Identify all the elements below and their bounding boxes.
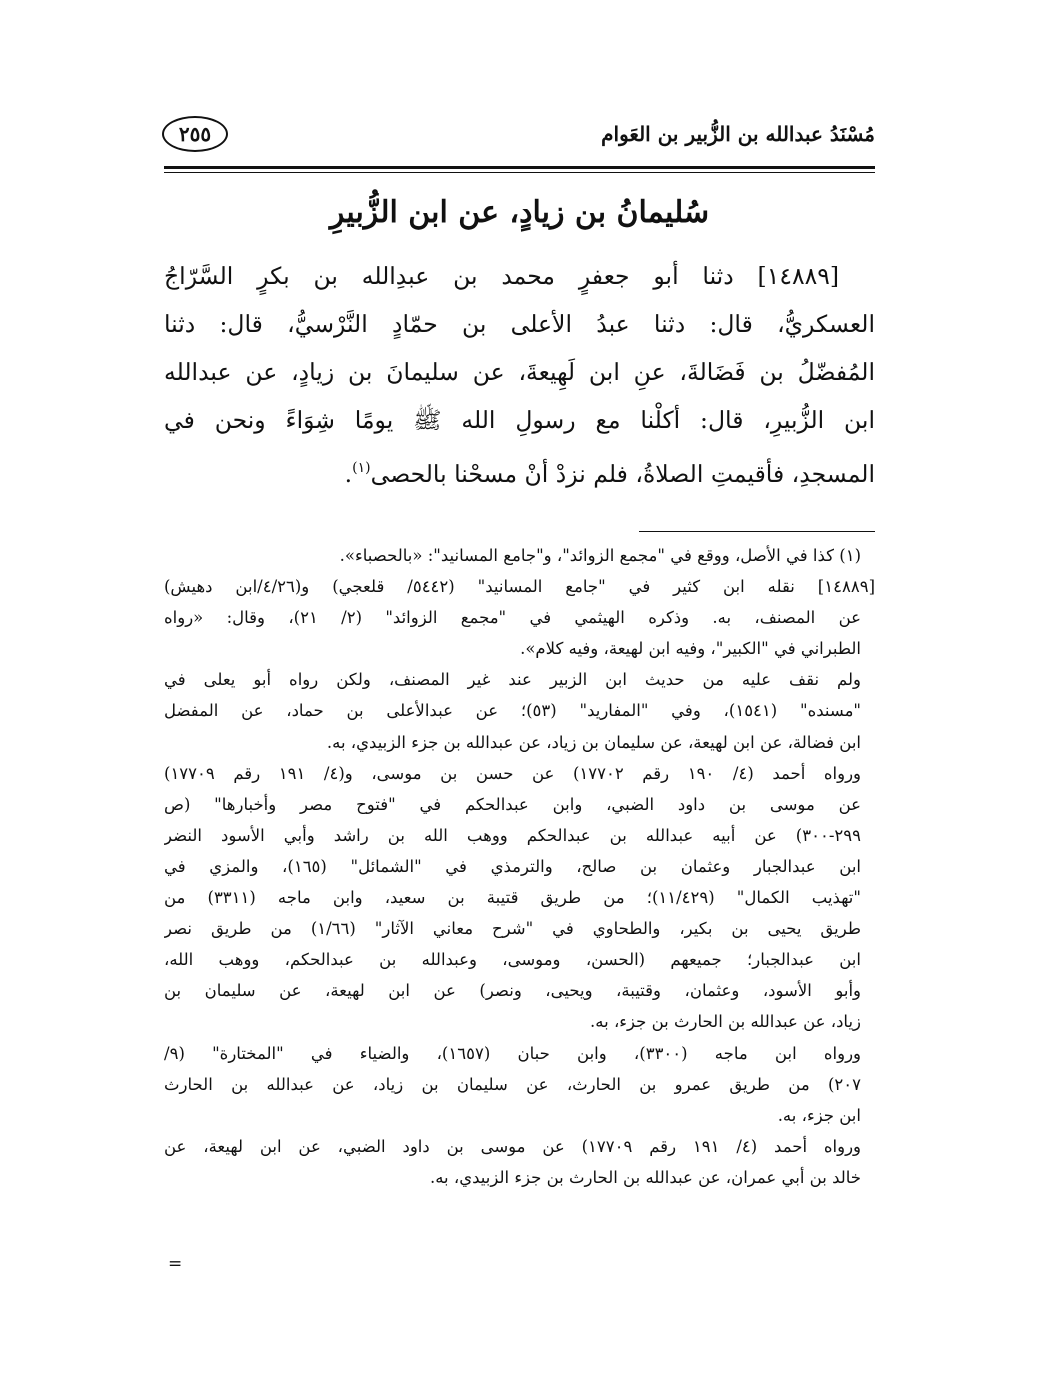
footnote-line: ورواه أحمد (٤/ ١٩٠ رقم ١٧٧٠٢) عن حسن بن موسى، و(٤/ ١٩١ رقم ١٧٧٠٩): [164, 763, 862, 783]
hadith-end-punct: .: [344, 460, 353, 488]
hadith-line: العسكريُّ، قال: دثنا عبدُ الأعلى بن حمّادٍ النَّرْسيُّ، قال: دثنا: [164, 310, 875, 338]
footnote-line: خالد بن أبي عمران، عن عبدالله بن الحارث بن جزء الزبيدي، به.: [429, 1167, 861, 1187]
footnote-marker[interactable]: (١): [352, 460, 371, 476]
footnote-line: ٢٩٩-٣٠٠) عن أبيه عبدالله بن عبدالحكم ووهب الله بن راشد وأبي الأسود النضر: [164, 825, 861, 845]
footnote-line: ورواه ابن ماجه (٣٣٠٠)، وابن حبان (١٦٥٧)، والضياء في "المختارة" (٩/: [164, 1043, 862, 1063]
footnote-line: [١٤٨٨٩] نقله ابن كثير في "جامع المسانيد" (٥٤٤٢/ قلعجي) و(٤/٢٦/ابن دهيش): [164, 577, 875, 597]
hadith-line: [١٤٨٨٩] دثنا أبو جعفرٍ محمد بن عبدِالله بن بكرٍ السَّرّاجُ: [164, 262, 839, 290]
hadith-text: [164, 252, 875, 498]
footnote-line: وأبو الأسود، وعثمان، وقتيبة، ويحيى، ونصر) عن ابن لهيعة، عن سليمان بن: [164, 981, 861, 1001]
header-rule-thin: [164, 172, 875, 173]
header-rule-thick: [164, 166, 875, 169]
section-title: سُليمانُ بن زيادٍ، عن ابن الزُّبيرِ: [329, 195, 710, 230]
footnote-line: زياد، عن عبدالله بن الحارث بن جزء، به.: [590, 1012, 861, 1032]
footnote-line: طريق يحيى بن بكير، والطحاوي في "شرح معاني الآثار" (١/٦٦) من طريق نصر: [164, 919, 861, 939]
footnote-line: ٢٠٧) من طريق عمرو بن الحارث، عن سليمان بن زياد، عن عبدالله بن الحارث: [164, 1074, 861, 1094]
footnote-line: ورواه أحمد (٤/ ١٩١ رقم ١٧٧٠٩) عن موسى بن داود الضبي، عن ابن لهيعة، عن: [164, 1136, 862, 1156]
footnote-line: ابن جزء، به.: [777, 1105, 861, 1125]
hadith-line-final: [164, 444, 875, 498]
hadith-line: المسجدِ، فأقيمتِ الصلاةُ، فلم نزدْ أنْ مسحْنا بالحصى: [370, 460, 875, 488]
footnote-line: ابن عبدالجبار؛ جميعهم (الحسن، وموسى، وعبدالله بن عبدالحكم، ووهب الله،: [164, 950, 861, 970]
page-header: [162, 112, 875, 164]
page-number-badge: ٢٥٥: [162, 116, 228, 152]
footnote-separator: [639, 531, 875, 532]
footnote-line: "تهذيب الكمال" (١١/٤٢٩)؛ من طريق قتيبة بن سعيد، وابن ماجه (٣٣١١) من: [164, 888, 861, 908]
continuation-mark: =: [168, 1254, 183, 1274]
footnote-line: الطبراني في "الكبير"، وفيه ابن لهيعة، وفيه كلام».: [520, 639, 861, 659]
footnote-line: (١) كذا في الأصل، ووقع في "مجمع الزوائد"، و"جامع المسانيد": «بالحصباء».: [339, 546, 861, 565]
hadith-line: ابن الزُّبيرِ، قال: أكلْنا مع رسولِ الله ﷺ يومًا شِوَاءً ونحن في: [164, 406, 875, 434]
running-title: مُسْنَدُ عبدالله بن الزُّبير بن العَوام: [601, 122, 875, 146]
footnote-line: "مسنده" (١٥٤١)، وفي "المفاريد" (٥٣)؛ عن عبدالأعلى بن حماد، عن المفضل: [164, 701, 862, 721]
footnote-line: ابن عبدالجبار وعثمان بن صالح، والترمذي في "الشمائل" (١٦٥)، والمزي في: [164, 856, 862, 876]
footnote-line: ولم نقف عليه من حديث ابن الزبير عند غير المصنف، ولكن رواه أبو يعلى في: [164, 670, 861, 690]
footnote-line: عن المصنف، به. وذكره الهيثمي في "مجمع الزوائد" (٢/ ٢١)، وقال: «رواه: [164, 608, 861, 628]
footnote-line: ابن فضالة، عن ابن لهيعة، عن سليمان بن زياد، عن عبدالله بن جزء الزبيدي، به.: [326, 732, 861, 752]
hadith-line: المُفضّلُ بن فَضَالةَ، عنِ ابن لَهِيعةَ، عن سليمانَ بن زيادٍ، عن عبدالله: [164, 358, 875, 386]
footnote-line: عن موسى بن داود الضبي، وابن عبدالحكم في "فتوح مصر وأخبارها" (ص: [164, 794, 861, 814]
footnotes-block: [164, 540, 875, 1193]
